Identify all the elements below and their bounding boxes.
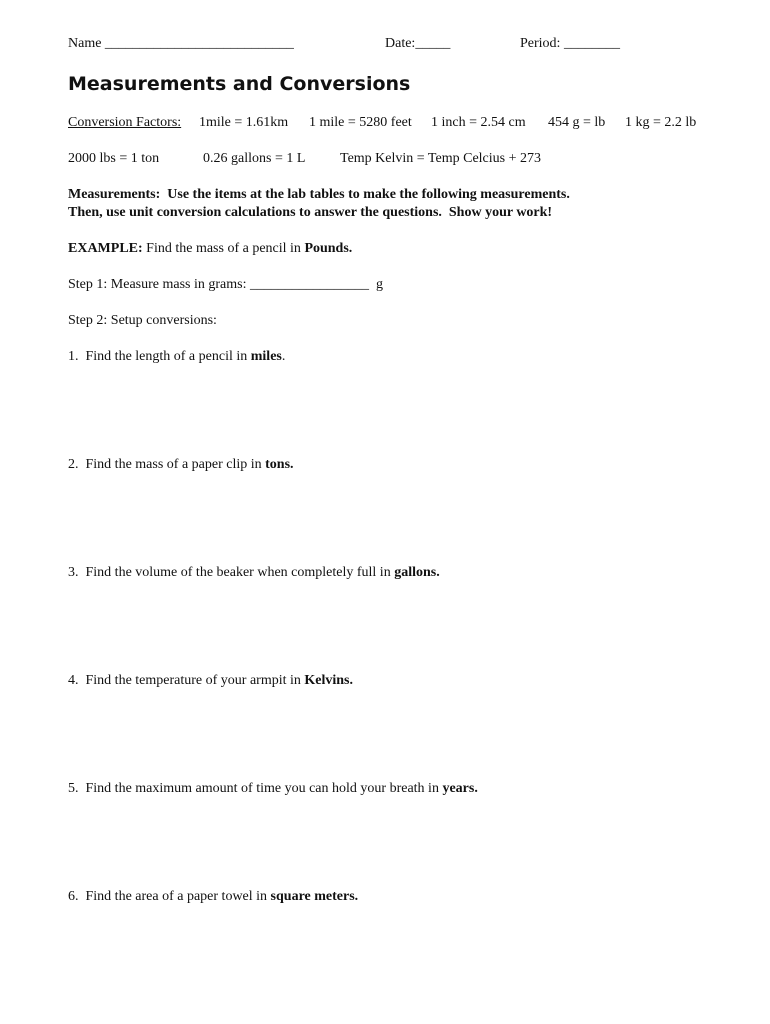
question-number: 3. — [68, 565, 79, 580]
question-unit: miles — [250, 349, 282, 364]
conversion-factor: 1 kg = 2.2 lb — [625, 115, 697, 130]
date-field-label: Date:_____ — [385, 36, 451, 51]
question-end: . — [281, 349, 286, 364]
question-unit: square meters. — [270, 889, 359, 904]
conversion-factor: 1mile = 1.61km — [199, 115, 289, 130]
question-number: 4. — [68, 673, 79, 688]
question-unit: years. — [442, 781, 478, 796]
question-item — [68, 564, 440, 582]
question-text: Find the temperature of your armpit in — [85, 673, 305, 688]
question-item — [68, 888, 358, 906]
question-text: Find the length of a pencil in — [85, 349, 251, 364]
question-item — [68, 780, 478, 798]
conversion-factor: 0.26 gallons = 1 L — [203, 151, 306, 166]
conversion-factor: 1 mile = 5280 feet — [309, 115, 412, 130]
name-field-label: Name ___________________________ — [68, 36, 294, 51]
question-item — [68, 672, 353, 690]
question-item — [68, 456, 294, 474]
instructions-line: Then, use unit conversion calculations to answer the questions. Show your work! — [68, 205, 553, 220]
example-text: Find the mass of a pencil in — [142, 241, 305, 256]
question-unit: Kelvins. — [304, 673, 354, 688]
example-step-1: Step 1: Measure mass in grams: _________________ g — [68, 277, 383, 292]
question-text: Find the mass of a paper clip in — [85, 457, 266, 472]
conversion-factor: Temp Kelvin = Temp Celcius + 273 — [340, 151, 541, 166]
question-text: Find the area of a paper towel in — [85, 889, 271, 904]
question-number: 2. — [68, 457, 79, 472]
example-label: EXAMPLE: — [68, 241, 143, 256]
example-unit: Pounds. — [304, 241, 353, 256]
question-text: Find the volume of the beaker when completely full in — [85, 565, 395, 580]
conversion-factor: 1 inch = 2.54 cm — [431, 115, 526, 130]
conversion-factor: 454 g = lb — [548, 115, 606, 130]
instructions-line: Measurements: Use the items at the lab tables to make the following measurements. — [68, 187, 570, 202]
period-field-label: Period: ________ — [520, 36, 620, 51]
example-prompt — [68, 240, 352, 258]
question-text: Find the maximum amount of time you can hold your breath in — [85, 781, 443, 796]
question-unit: gallons. — [394, 565, 440, 580]
question-number: 5. — [68, 781, 79, 796]
question-item — [68, 348, 285, 366]
question-number: 1. — [68, 349, 79, 364]
conversion-factor: 2000 lbs = 1 ton — [68, 151, 160, 166]
question-unit: tons. — [265, 457, 294, 472]
question-number: 6. — [68, 889, 79, 904]
conversion-factors-label: Conversion Factors: — [68, 115, 182, 130]
example-step-2: Step 2: Setup conversions: — [68, 313, 217, 328]
page-title: Measurements and Conversions — [68, 73, 411, 95]
